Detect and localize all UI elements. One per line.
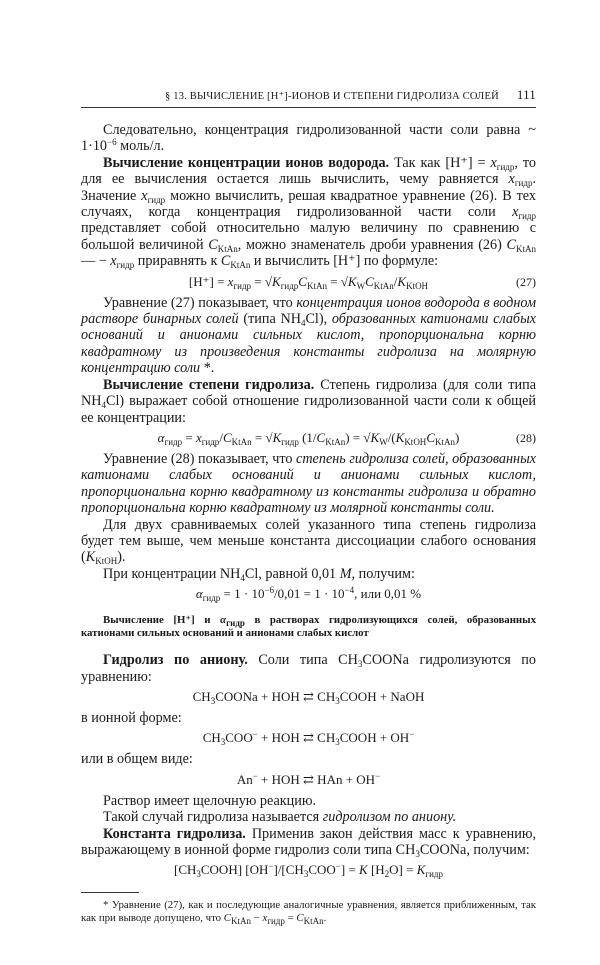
text-run: x	[508, 171, 515, 188]
text-run: KtAn	[230, 916, 251, 927]
text-run: Раствор имеет щелочную реакцию.	[103, 792, 317, 809]
paragraph	[81, 122, 536, 155]
text-run: гидр	[496, 161, 515, 172]
paragraph	[81, 793, 536, 809]
text-run: =	[182, 429, 196, 445]
text-run: гидролизом по аниону.	[322, 809, 457, 826]
text-run: KtAn	[325, 436, 346, 447]
text-run: −	[409, 729, 415, 740]
paragraph	[81, 155, 536, 270]
text-run: + HOH ⇄ CH	[257, 730, 336, 746]
text-run: M	[339, 565, 352, 582]
running-title: § 13. ВЫЧИСЛЕНИЕ [H⁺]-ИОНОВ И СТЕПЕНИ ГИДРОЛИЗА СОЛЕЙ	[164, 91, 499, 102]
text-run: x	[512, 204, 519, 221]
text-run: COOH + OH	[339, 730, 410, 746]
text-run: −	[252, 770, 258, 781]
paragraph	[81, 809, 536, 825]
text-run: K	[397, 273, 407, 289]
text-run: O] =	[389, 862, 417, 878]
text-run: 3	[196, 869, 201, 880]
text-run: 3	[415, 849, 420, 859]
paragraph	[81, 826, 536, 859]
text-run: COONa, получим:	[419, 842, 530, 858]
paragraph	[81, 751, 536, 767]
text-run: K	[272, 273, 281, 289]
text-run: Следовательно, концентрация гидролизованной части соли равна ~ 1·10	[81, 122, 536, 155]
text-run: можно вычислить, решая квадратное уравнение (26). В тех случаях, когда концентрация гидролизованной части соли	[81, 187, 537, 221]
text-run: KtAn	[231, 436, 252, 447]
text-run: гидр	[226, 618, 245, 629]
text-run: * Уравнение (27), как и последующие аналогичные уравнения, является приближенным, так как при выводе допущено, что	[81, 899, 536, 925]
text-run: COONa + HOH ⇄ CH	[215, 688, 336, 704]
text-run: /	[393, 273, 398, 289]
text-run: [H⁺] =	[188, 273, 228, 289]
text-run: COONa гидролизуются по уравнению:	[81, 652, 536, 685]
text-run: C	[208, 236, 218, 253]
text-run: −	[375, 770, 381, 781]
text-run: гидр	[518, 211, 536, 222]
text-run: KtAn	[306, 280, 327, 291]
page	[81, 0, 536, 965]
text-run: и вычислить [H⁺] по формуле:	[250, 253, 439, 270]
text-run: CH	[192, 688, 211, 704]
text-run: в растворах гидролизующихся солей, образованных катионами сильных оснований и анионами слабых кислот	[81, 614, 536, 640]
text-run: ) = √	[345, 429, 371, 445]
text-run: , то для ее вычисления остается лишь вычислить, чему равняется	[81, 154, 536, 188]
text-run: образованных катионами слабых оснований и анионами сильных кислот, пропорциональна корню квадратному из произведения константы гидролиза на молярную концентрацию соли	[81, 311, 536, 377]
text-run: C	[220, 253, 231, 270]
text-run: Применив закон действия масс к уравнению, выражающему в ионной форме гидролиз соли типа CH	[81, 825, 537, 858]
text-run: гидр	[201, 436, 220, 447]
text-run: −6	[107, 137, 117, 148]
paragraph	[81, 652, 536, 685]
text-run: + HOH ⇄ HAn + OH	[257, 771, 376, 787]
text-run: CH	[202, 730, 221, 746]
text-run: 3	[335, 695, 340, 706]
paragraph	[81, 377, 536, 426]
text-run: (1/	[298, 429, 317, 445]
text-run: = √	[251, 429, 273, 445]
text-run: в ионной форме:	[81, 709, 182, 726]
text-run: x	[141, 187, 148, 204]
text-run: KtOH	[404, 436, 427, 447]
text-run: гидр	[514, 178, 533, 189]
text-run: Уравнение (27) показывает, что	[103, 294, 297, 311]
text-run: Гидролиз по аниону.	[103, 652, 248, 669]
text-run: Соли типа CH	[247, 652, 358, 669]
text-run: −	[250, 912, 263, 925]
text-run: Вычисление [H⁺] и	[103, 614, 221, 627]
text-run: моль/л.	[116, 138, 165, 155]
paragraph	[81, 566, 536, 582]
text-run: Cl),	[305, 311, 332, 328]
equation-eq-alpha	[81, 586, 536, 602]
text-run: = √	[326, 273, 348, 289]
text-run: Так как [H⁺] =	[389, 154, 491, 171]
text-run: (типа NH	[238, 311, 301, 328]
text-run: K	[85, 549, 96, 566]
text-run: 4	[240, 572, 245, 583]
page-body	[81, 122, 536, 925]
text-run: An	[236, 771, 253, 787]
paragraph	[81, 710, 536, 726]
text-run: K	[370, 429, 380, 445]
equation-eq27	[81, 274, 536, 290]
text-run: гидр	[425, 869, 443, 880]
text-run: 2	[384, 869, 390, 880]
text-run: степень гидролиза солей, образованных катионами слабых оснований и анионами сильных кислот, пропорциональна корню квадратному из константы гидролиза и обратно пропорциональна корню квадратному из молярной константы соли.	[81, 450, 536, 517]
text-run: [CH	[173, 862, 197, 878]
text-run: C	[298, 273, 307, 289]
text-run: гидр	[202, 593, 221, 604]
text-run: , можно знаменатель дроби уравнения (26)	[237, 236, 507, 253]
text-run: C	[506, 236, 516, 253]
text-run: гидр	[281, 436, 299, 447]
equation-eq28	[81, 430, 536, 446]
text-run: гидр	[233, 280, 252, 291]
text-run: α	[220, 614, 227, 627]
text-run: /0,01 = 1 · 10	[274, 586, 345, 602]
text-run: COO	[225, 730, 253, 746]
header-rule	[81, 107, 536, 108]
paragraph	[81, 517, 536, 566]
text-run: гидр	[147, 194, 166, 205]
section-subheading	[81, 614, 536, 640]
text-run: K	[347, 273, 357, 289]
text-run: C	[222, 429, 232, 445]
text-run: KtAn	[434, 436, 455, 447]
text-run: K	[416, 862, 426, 878]
text-run: C	[296, 912, 304, 925]
footnote-rule	[81, 892, 139, 893]
text-run: гидр	[164, 436, 183, 447]
text-run: COOH + NaOH	[339, 688, 425, 704]
text-run: α	[157, 429, 165, 445]
text-run: Такой случай гидролиза называется	[103, 809, 323, 826]
text-run: W	[356, 280, 366, 291]
text-run: или в общем виде:	[81, 751, 193, 768]
text-run: x	[227, 273, 234, 289]
text-run: *.	[200, 360, 215, 377]
text-run: При концентрации NH	[103, 565, 241, 582]
text-run: x	[195, 429, 202, 445]
text-run: приравнять к	[134, 253, 221, 270]
equation-number: (28)	[516, 430, 536, 445]
text-run: C	[223, 912, 231, 925]
text-run: Константа гидролиза.	[103, 825, 246, 842]
text-run: , получим:	[351, 565, 415, 582]
paragraph	[81, 451, 536, 517]
text-run: KtAn	[230, 260, 251, 271]
text-run: концентрация ионов водорода в водном растворе бинарных солей	[81, 294, 536, 328]
text-run: = 1 · 10	[220, 586, 265, 602]
text-run: [H	[367, 862, 385, 878]
text-run: KtAn	[373, 280, 394, 291]
text-run: Cl, равной 0,01	[244, 565, 340, 582]
text-run: K	[395, 429, 405, 445]
text-run: W	[379, 436, 388, 447]
text-run: .	[323, 912, 327, 925]
text-run: 4	[101, 400, 106, 411]
text-run: α	[195, 586, 203, 602]
text-run: ).	[117, 549, 126, 566]
equation-eq-k	[81, 862, 536, 878]
text-run: −4	[344, 585, 355, 596]
text-run: )	[454, 429, 460, 445]
text-run: COO	[308, 862, 336, 878]
text-run: Уравнение (28) показывает, что	[103, 450, 297, 467]
text-run: гидр	[280, 280, 299, 291]
text-run: C	[365, 273, 374, 289]
running-header	[81, 88, 536, 103]
page-number: 111	[516, 87, 536, 102]
text-run: KtOH	[95, 556, 118, 567]
equation-number: (27)	[516, 274, 536, 289]
text-run: Вычисление степени гидролиза.	[103, 376, 315, 393]
equation-eq-mol	[81, 689, 536, 705]
text-run: KtAn	[516, 243, 536, 254]
text-run: Cl) выражает собой отношение гидролизованной части соли к общей ее концентрации:	[81, 393, 536, 426]
text-run: KtAn	[303, 916, 324, 927]
text-run: ]/[CH	[273, 862, 304, 878]
text-run: −	[252, 729, 258, 740]
text-run: — −	[81, 253, 111, 270]
text-run: K	[272, 429, 282, 445]
text-run: 3	[303, 869, 309, 880]
text-run: /	[219, 429, 223, 445]
text-run: 3	[210, 695, 216, 706]
text-run: KtOH	[406, 280, 429, 291]
text-run: гидр	[116, 260, 135, 271]
text-run: −	[335, 861, 341, 872]
text-run: /(	[387, 429, 396, 445]
text-run: 4	[300, 318, 306, 329]
text-run: −6	[264, 585, 275, 596]
text-run: , или 0,01 %	[354, 586, 422, 602]
text-run: 3	[335, 737, 340, 748]
text-run: K	[359, 862, 368, 878]
text-run: Для двух сравниваемых солей указанного типа степень гидролиза будет тем выше, чем меньше константа диссоциации слабого основания (	[81, 516, 536, 566]
footnote	[81, 899, 536, 925]
text-run: COOH] [OH	[200, 862, 269, 878]
text-run: Степень гидролиза (для соли типа NH	[81, 376, 536, 410]
text-run: =	[284, 912, 297, 925]
text-run: гидр	[267, 916, 285, 927]
text-run: Вычисление концентрации ионов водорода.	[103, 154, 390, 171]
equation-eq-ion	[81, 730, 536, 746]
equation-eq-gen	[81, 772, 536, 788]
text-run: −	[268, 861, 274, 872]
text-run: x	[110, 253, 117, 270]
text-run: . Значение	[81, 171, 536, 204]
text-run: C	[426, 429, 435, 445]
text-run: x	[490, 154, 497, 171]
text-run: 3	[357, 659, 363, 670]
text-run: C	[316, 429, 326, 445]
text-run: = √	[251, 273, 273, 289]
text-run: KtAn	[217, 243, 238, 254]
text-run: ] =	[340, 862, 360, 878]
text-run: 3	[220, 737, 226, 748]
text-run: x	[262, 912, 268, 925]
text-run: представляет собой относительно малую величину по сравнению с большой величиной	[81, 220, 536, 253]
paragraph	[81, 295, 536, 377]
